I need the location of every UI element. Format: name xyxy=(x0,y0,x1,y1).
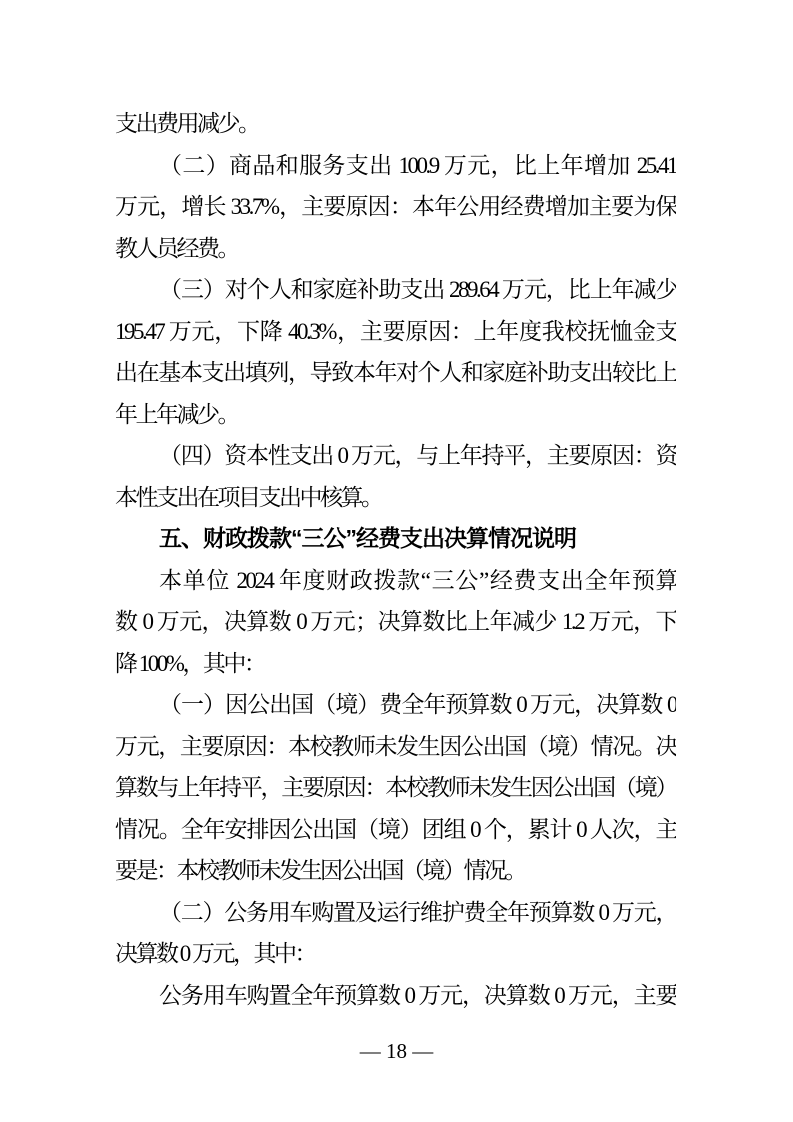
text-line: （一）因公出国（境）费全年预算数 0 万元，决算数 0 xyxy=(159,692,676,717)
text-line: 决算数 0 万元，其中： xyxy=(115,941,315,966)
text-line: 降 100%，其中： xyxy=(115,650,265,676)
text-line: 数 0 万元，决算数 0 万元；决算数比上年减少 1.2 万元，下 xyxy=(115,609,676,634)
text-line: （四）资本性支出 0 万元，与上年持平，主要原因：资 xyxy=(159,443,676,468)
text-line: 本单位 2024 年度财政拨款“三公”经费支出全年预算 xyxy=(159,567,676,593)
text-line: 要是：本校教师未发生因公出国（境）情况。 xyxy=(115,858,525,883)
text-line: 出在基本支出填列，导致本年对个人和家庭补助支出较比上 xyxy=(115,360,676,385)
text-line: （二）商品和服务支出 100.9 万元，比上年增加 25.41 xyxy=(159,152,676,178)
section-heading: 五、财政拨款“三公”经费支出决算情况说明 xyxy=(159,525,576,551)
text-line: 教人员经费。 xyxy=(115,235,238,261)
document-body xyxy=(115,103,676,1016)
text-line: 万元，增长 33.7%，主要原因：本年公用经费增加主要为保 xyxy=(115,194,676,219)
text-line: 支出费用减少。 xyxy=(115,111,259,136)
text-line: 万元，主要原因：本校教师未发生因公出国（境）情况。决 xyxy=(115,733,676,759)
text-line: 本性支出在项目支出中核算。 xyxy=(115,484,382,510)
page-footer xyxy=(0,1038,793,1064)
text-line: 年上年减少。 xyxy=(115,401,238,427)
page-number: — 18 — xyxy=(359,1039,434,1063)
text-line: （二）公务用车购置及运行维护费全年预算数 0 万元， xyxy=(159,899,676,925)
text-line: 情况。全年安排因公出国（境）团组 0 个，累计 0 人次，主 xyxy=(115,816,676,842)
text-line: 公务用车购置全年预算数 0 万元，决算数 0 万元，主要 xyxy=(159,982,676,1008)
text-line: （三）对个人和家庭补助支出 289.64 万元，比上年减少 xyxy=(159,277,676,302)
text-line: 195.47 万元，下降 40.3%，主要原因：上年度我校抚恤金支 xyxy=(115,318,676,344)
text-line: 算数与上年持平，主要原因：本校教师未发生因公出国（境） xyxy=(115,775,676,800)
